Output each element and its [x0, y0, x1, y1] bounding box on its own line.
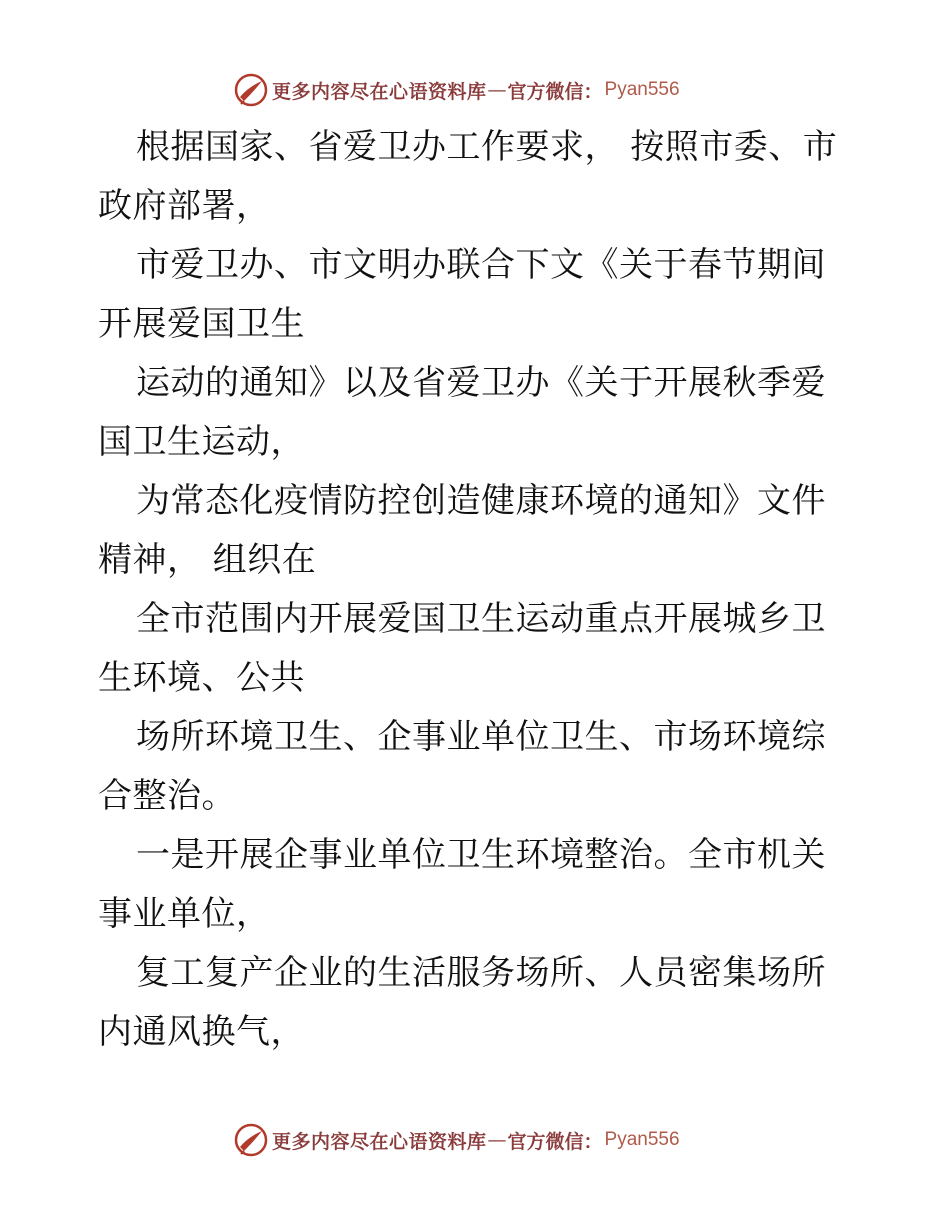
footer-watermark [234, 1122, 680, 1158]
watermark-separator: — [487, 1129, 507, 1151]
pen-logo-icon [234, 73, 268, 107]
paragraph: 场所环境卫生、企事业单位卫生、市场环境综合整治。 [98, 717, 826, 816]
document-body [98, 118, 858, 1062]
watermark-contact-id: Pyan556 [604, 1129, 680, 1150]
pen-logo-icon [234, 1123, 268, 1157]
watermark-contact-id: Pyan556 [604, 79, 680, 100]
watermark-contact-label: 官方微信： [507, 80, 603, 103]
paragraph: 运动的通知》以及省爱卫办《关于开展秋季爱国卫生运动， [98, 363, 826, 462]
watermark-contact-label: 官方微信： [507, 1130, 603, 1153]
paragraph: 市爱卫办、市文明办联合下文《关于春节期间开展爱国卫生 [98, 245, 826, 344]
paragraph: 一是开展企事业单位卫生环境整治。全市机关事业单位， [98, 835, 826, 934]
watermark-separator: — [487, 79, 507, 101]
watermark-site-text: 更多内容尽在心语资料库 [272, 80, 487, 103]
paragraph: 为常态化疫情防控创造健康环境的通知》文件精神， 组织在 [98, 481, 826, 580]
header-watermark [234, 72, 680, 108]
watermark-site-text: 更多内容尽在心语资料库 [272, 1130, 487, 1153]
paragraph: 复工复产企业的生活服务场所、人员密集场所内通风换气， [98, 953, 826, 1052]
paragraph: 全市范围内开展爱国卫生运动重点开展城乡卫生环境、公共 [98, 599, 826, 698]
paragraph: 根据国家、省爱卫办工作要求， 按照市委、市政府部署， [98, 127, 838, 226]
